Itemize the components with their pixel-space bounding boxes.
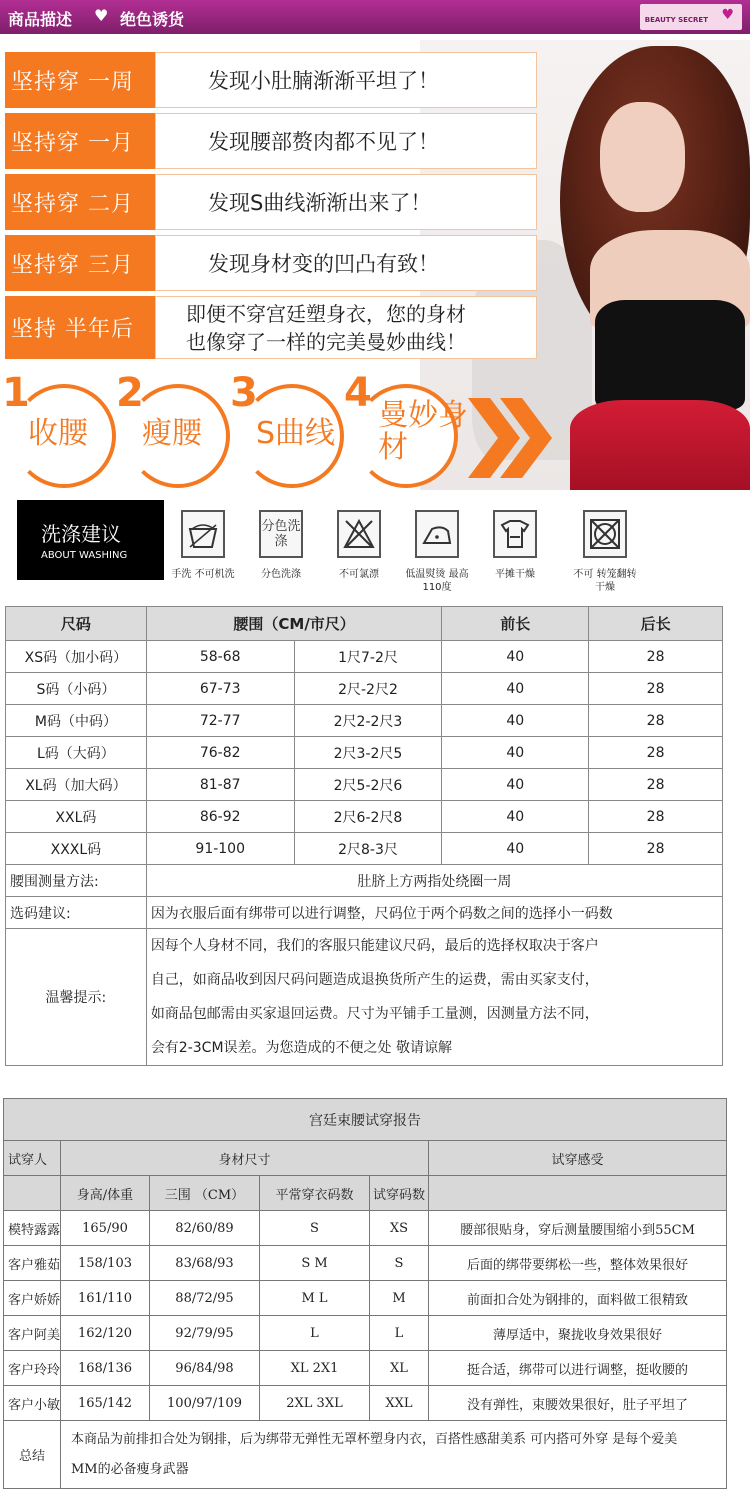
progress-row: [5, 174, 537, 230]
header-bar: [0, 0, 750, 34]
table-row: S码（小码） 67-73 2尺-2尺2 40 28: [6, 673, 723, 705]
benefit-circle: 1 收腰: [12, 384, 116, 488]
table-row: M码（中码） 72-77 2尺2-2尺3 40 28: [6, 705, 723, 737]
progress-label: 坚持穿 二月: [5, 174, 155, 230]
summary-row: 总结 本商品为前排扣合处为钢排，后为绑带无弹性无罩杯塑身内衣，百搭性感甜美系 可内搭可外穿 是每个爱美 MM的必备瘦身武器: [4, 1421, 727, 1489]
progress-label: 坚持穿 三月: [5, 235, 155, 291]
header-waist: 腰围（CM/市尺）: [146, 607, 442, 641]
washing-subtitle: ABOUT WASHING: [41, 550, 128, 561]
progress-row: [5, 52, 537, 108]
tip-row: 温馨提示: 因每个人身材不同，我们的客服只能建议尺码，最后的选择权取决于客户 自己，如商品收到因尺码问题造成退换货所产生的运费，需由买家支付， 如商品包邮需由买家退回运费。尺寸为平铺手工量测，因测量方法不同， 会有2-3CM误差。为您造成的不便之处 敬请谅解: [6, 929, 723, 1066]
report-title: 宫廷束腰试穿报告: [4, 1099, 727, 1141]
trial-report-table: [3, 1098, 727, 1489]
header-subtitle: 绝色诱货: [120, 10, 185, 29]
table-row: XL码（加大码） 81-87 2尺5-2尺6 40 28: [6, 769, 723, 801]
progress-row: [5, 296, 537, 359]
benefit-circle: 4 曼妙身材: [354, 384, 458, 488]
table-row: XXL码 86-92 2尺6-2尺8 40 28: [6, 801, 723, 833]
table-row: 客户娇娇 161/110 88/72/95 M L M 前面扣合处为钢排的，面料做工很精致: [4, 1281, 727, 1316]
progress-row: [5, 235, 537, 291]
measure-row: 腰围测量方法: 肚脐上方两指处绕圈一周: [6, 865, 723, 897]
dry-flat-icon: 平摊干燥: [482, 510, 548, 581]
brand-logo: [640, 4, 742, 30]
washing-title: 洗涤建议: [41, 522, 121, 546]
report-title-row: [4, 1099, 727, 1141]
table-header-row: [6, 607, 723, 641]
header-front-length: 前长: [442, 607, 589, 641]
brand-text: BEAUTY SECRET: [644, 16, 708, 24]
table-row: L码（大码） 76-82 2尺3-2尺5 40 28: [6, 737, 723, 769]
report-subheader-row: 身高/体重 三围 （CM） 平常穿衣码数 试穿码数: [4, 1176, 727, 1211]
no-tumble-dry-icon: 不可 转笼翻转干燥: [572, 510, 638, 594]
washing-title-box: [17, 500, 164, 580]
table-row: 客户玲玲 168/136 96/84/98 XL 2X1 XL 挺合适，绑带可以进行调整，挺收腰的: [4, 1351, 727, 1386]
table-row: 客户阿美 162/120 92/79/95 L L 薄厚适中，聚拢收身效果很好: [4, 1316, 727, 1351]
header-size: 尺码: [6, 607, 147, 641]
brand-heart-icon: ♥: [721, 7, 734, 23]
progress-row: [5, 113, 537, 169]
benefit-circle: 2 瘦腰: [126, 384, 230, 488]
no-bleach-icon: 不可氯漂: [326, 510, 392, 581]
progress-label: 坚持穿 一月: [5, 113, 155, 169]
header-title: 商品描述: [8, 10, 73, 29]
progress-label: 坚持穿 一周: [5, 52, 155, 108]
table-row: XS码（加小码） 58-68 1尺7-2尺 40 28: [6, 641, 723, 673]
size-table: [5, 606, 723, 1066]
progress-text: 发现腰部赘肉都不见了！: [155, 113, 537, 169]
progress-label: 坚持 半年后: [5, 296, 155, 359]
progress-text: 发现S曲线渐渐出来了！: [155, 174, 537, 230]
progress-text: 即便不穿宫廷塑身衣，您的身材 也像穿了一样的完美曼妙曲线！: [155, 296, 537, 359]
corset-image: [595, 300, 745, 410]
progress-text: 发现身材变的凹凸有致！: [155, 235, 537, 291]
table-row: 客户小敏 165/142 100/97/109 2XL 3XL XXL 没有弹性，束腰效果很好，肚子平坦了: [4, 1386, 727, 1421]
table-row: 客户雅茹 158/103 83/68/93 S M S 后面的绑带要绑松一些，整体效果很好: [4, 1246, 727, 1281]
progress-text: 发现小肚腩渐渐平坦了！: [155, 52, 537, 108]
hand-wash-icon: 手洗 不可机洗: [170, 510, 236, 581]
table-row: 模特露露 165/90 82/60/89 S XS 腰部很贴身，穿后测量腰围缩小到55CM: [4, 1211, 727, 1246]
advice-row: 选码建议: 因为衣服后面有绑带可以进行调整，尺码位于两个码数之间的选择小一码数: [6, 897, 723, 929]
separate-wash-icon: 分色洗涤 分色洗涤: [248, 510, 314, 581]
benefit-circle: 3 S曲线: [240, 384, 344, 488]
report-header-row: 试穿人 身材尺寸 试穿感受: [4, 1141, 727, 1176]
double-chevron-icon: [468, 398, 558, 478]
header-back-length: 后长: [589, 607, 723, 641]
low-iron-icon: 低温熨烫 最高110度: [404, 510, 470, 594]
heart-icon: ♥: [94, 6, 109, 25]
progress-list: [5, 52, 537, 364]
table-row: XXXL码 91-100 2尺8-3尺 40 28: [6, 833, 723, 865]
benefit-circles: [0, 370, 560, 486]
